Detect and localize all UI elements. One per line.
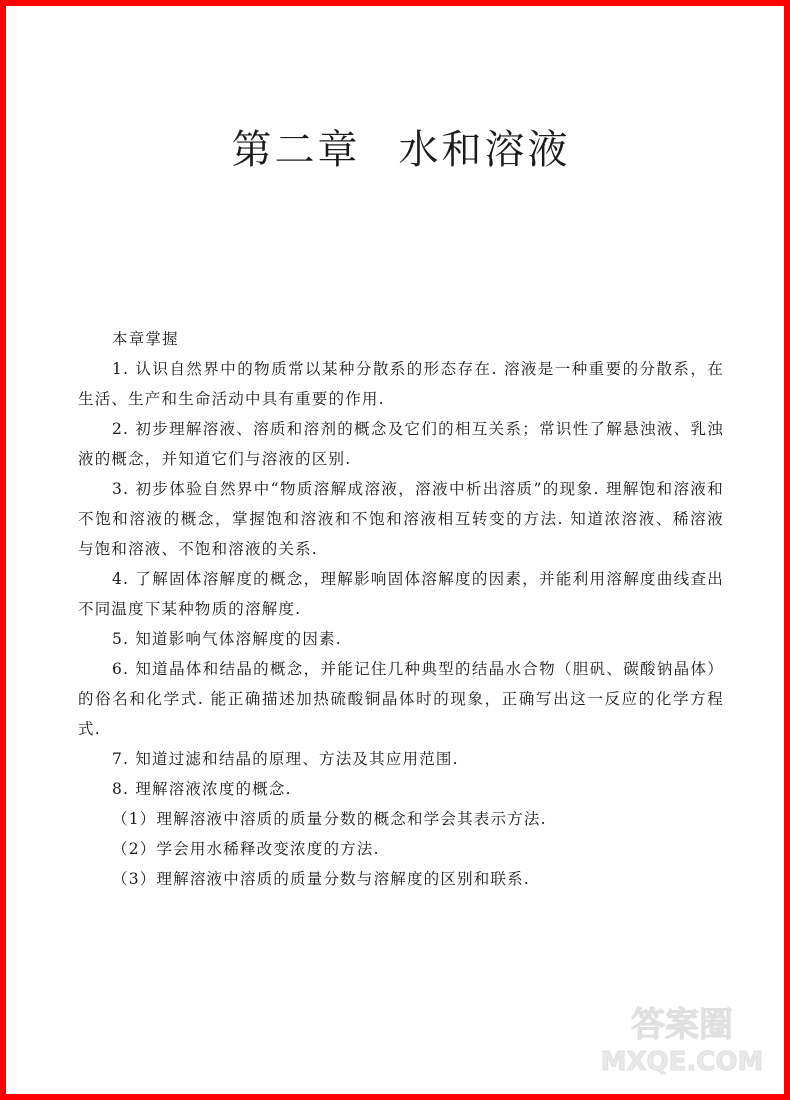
objective-subitem: （1）理解溶液中溶质的质量分数的概念和学会其表示方法. (112, 810, 547, 828)
watermark-text-url: MXQE.COM (600, 1047, 764, 1077)
objective-item: 2. 初步理解溶液、溶质和溶剂的概念及它们的相互关系；常识性了解悬浊液、乳浊液的概念，并知道它们与溶液的区别. (78, 420, 724, 468)
section-heading: 本章掌握 (112, 330, 179, 348)
chapter-name: 水和溶液 (398, 127, 571, 173)
objective-item: 6. 知道晶体和结晶的概念，并能记住几种典型的结晶水合物（胆矾、碳酸钠晶体）的俗名和化学式. 能正确描述加热硫酸铜晶体时的现象，正确写出这一反应的化学方程式. (78, 660, 724, 738)
objective-subitem: （3）理解溶液中溶质的质量分数与溶解度的区别和联系. (112, 870, 530, 888)
objective-item: 5. 知道影响气体溶解度的因素. (112, 630, 342, 648)
watermark-logo (592, 998, 772, 1078)
chapter-number: 第二章 (231, 127, 361, 173)
objective-item: 3. 初步体验自然界中“物质溶解成溶液，溶液中析出溶质”的现象. 理解饱和溶液和不饱和溶液的概念，掌握饱和溶液和不饱和溶液相互转变的方法. 知道浓溶液、稀溶液与饱和溶液、不饱和溶液的关系. (78, 480, 724, 558)
objective-subitem: （2）学会用水稀释改变浓度的方法. (112, 840, 380, 858)
watermark-text-main: 答案圈 (631, 1005, 733, 1045)
chapter-title (6, 118, 790, 175)
objective-item: 7. 知道过滤和结晶的原理、方法及其应用范围. (112, 750, 459, 768)
chapter-objectives (78, 324, 724, 894)
objective-item: 8. 理解溶液浓度的概念. (112, 780, 292, 798)
objective-item: 1. 认识自然界中的物质常以某种分散系的形态存在. 溶液是一种重要的分散系，在生活、生产和生命活动中具有重要的作用. (78, 360, 724, 408)
objective-item: 4. 了解固体溶解度的概念，理解影响固体溶解度的因素，并能利用溶解度曲线查出不同温度下某种物质的溶解度. (78, 570, 724, 618)
